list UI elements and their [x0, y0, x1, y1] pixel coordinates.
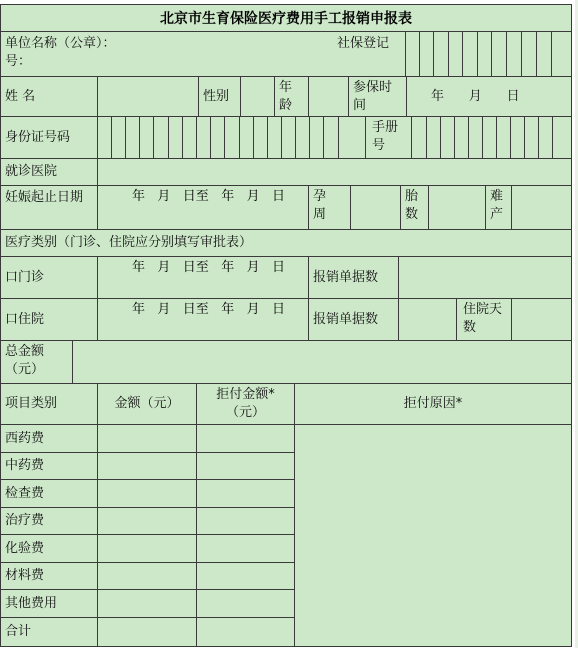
rejected-amount-header: 拒付金额*（元）	[196, 383, 295, 425]
id-digit[interactable]	[281, 116, 296, 159]
item-rejected-amount[interactable]	[196, 562, 295, 590]
gender-label: 性别	[198, 76, 241, 117]
id-number-label: 身份证号码	[0, 116, 98, 159]
social-reg-digit[interactable]	[405, 31, 420, 77]
handbook-digit[interactable]	[552, 116, 572, 159]
id-digit[interactable]	[125, 116, 140, 159]
item-label: 材料费	[0, 562, 98, 590]
social-reg-digit[interactable]	[521, 31, 537, 77]
social-reg-digit[interactable]	[433, 31, 449, 77]
id-digit[interactable]	[111, 116, 126, 159]
item-amount[interactable]	[97, 534, 197, 563]
fetus-count-label: 胎数	[400, 185, 429, 230]
id-digit[interactable]	[267, 116, 282, 159]
insured-time-field[interactable]: 年 月 日	[406, 76, 572, 117]
social-reg-digit[interactable]	[448, 31, 463, 77]
dystocia-label: 难产	[485, 185, 512, 230]
handbook-digit[interactable]	[538, 116, 553, 159]
form-title: 北京市生育保险医疗费用手工报销申报表	[0, 4, 572, 32]
outpatient-receipts-field[interactable]	[398, 256, 572, 299]
item-rejected-amount[interactable]	[196, 452, 295, 480]
item-amount[interactable]	[97, 507, 197, 535]
item-label: 化验费	[0, 534, 98, 563]
item-amount[interactable]	[97, 479, 197, 508]
item-label: 其他费用	[0, 589, 98, 618]
amount-header: 金额（元）	[97, 383, 197, 425]
hospital-days-label: 住院天数	[456, 298, 512, 341]
item-amount[interactable]	[97, 589, 197, 618]
medical-type-label: 医疗类别（门诊、住院应分别填写审批表）	[0, 229, 572, 257]
id-digit[interactable]	[139, 116, 154, 159]
handbook-digit[interactable]	[411, 116, 427, 159]
hospital-field[interactable]	[97, 158, 572, 186]
social-reg-digit[interactable]	[491, 31, 507, 77]
handbook-digit[interactable]	[426, 116, 441, 159]
id-digit[interactable]	[97, 116, 112, 159]
inpatient-receipts-label: 报销单据数	[308, 298, 399, 341]
inpatient-receipts-field[interactable]	[398, 298, 457, 341]
pregnancy-period-label: 妊娠起止日期	[0, 185, 98, 230]
handbook-digit[interactable]	[524, 116, 539, 159]
id-digit[interactable]	[210, 116, 225, 159]
name-field[interactable]	[97, 76, 199, 117]
item-label: 检查费	[0, 479, 98, 508]
id-digit[interactable]	[253, 116, 268, 159]
inpatient-date-range[interactable]: 年 月 日至 年 月 日	[97, 298, 309, 341]
item-rejected-amount[interactable]	[196, 507, 295, 535]
outpatient-date-range[interactable]: 年 月 日至 年 月 日	[97, 256, 309, 299]
hospital-days-field[interactable]	[511, 298, 572, 341]
insured-time-label: 参保时间	[348, 76, 407, 117]
item-label: 合计	[0, 617, 98, 647]
social-reg-digit[interactable]	[551, 31, 572, 77]
item-rejected-amount[interactable]	[196, 424, 295, 453]
gender-field[interactable]	[240, 76, 275, 117]
item-rejected-amount[interactable]	[196, 534, 295, 563]
social-reg-digit[interactable]	[536, 31, 552, 77]
item-category-header: 项目类别	[0, 383, 98, 425]
dystocia-field[interactable]	[511, 185, 572, 230]
rejection-reason-header: 拒付原因*	[294, 383, 572, 425]
social-reg-digit[interactable]	[477, 31, 492, 77]
handbook-digit[interactable]	[510, 116, 525, 159]
id-digit[interactable]	[168, 116, 183, 159]
total-amount-field[interactable]	[72, 340, 572, 384]
id-digit[interactable]	[295, 116, 310, 159]
age-label: 年龄	[274, 76, 309, 117]
item-amount[interactable]	[97, 617, 197, 647]
item-rejected-amount[interactable]	[196, 589, 295, 618]
rejection-reason-field[interactable]	[294, 424, 572, 647]
item-amount[interactable]	[97, 424, 197, 453]
id-digit[interactable]	[153, 116, 169, 159]
unit-name-cell	[0, 31, 406, 77]
handbook-no-label: 手册号	[365, 116, 412, 159]
hospital-label: 就诊医院	[0, 158, 98, 186]
social-reg-digit[interactable]	[419, 31, 434, 77]
handbook-digit[interactable]	[440, 116, 455, 159]
id-digit[interactable]	[239, 116, 254, 159]
outpatient-receipts-label: 报销单据数	[308, 256, 399, 299]
fetus-count-field[interactable]	[428, 185, 486, 230]
id-digit[interactable]	[309, 116, 324, 159]
item-rejected-amount[interactable]	[196, 479, 295, 508]
social-reg-digit[interactable]	[506, 31, 522, 77]
id-digit[interactable]	[224, 116, 240, 159]
social-reg-digit[interactable]	[462, 31, 478, 77]
item-rejected-amount[interactable]	[196, 617, 295, 647]
social-reg-label: 社保登记号：	[5, 36, 390, 69]
total-amount-label: 总金额（元）	[0, 340, 73, 384]
handbook-digit[interactable]	[496, 116, 511, 159]
item-amount[interactable]	[97, 452, 197, 480]
gestation-weeks-label: 孕周	[308, 185, 351, 230]
id-digit[interactable]	[196, 116, 211, 159]
handbook-digit[interactable]	[454, 116, 469, 159]
id-digit[interactable]	[323, 116, 339, 159]
name-label: 姓 名	[0, 76, 98, 117]
inpatient-checkbox[interactable]: 口住院	[0, 298, 98, 341]
gestation-weeks-field[interactable]	[350, 185, 401, 230]
item-label: 治疗费	[0, 507, 98, 535]
handbook-digit[interactable]	[468, 116, 483, 159]
outpatient-checkbox[interactable]: 口门诊	[0, 256, 98, 299]
unit-name-label: 单位名称（公章）：	[5, 36, 116, 51]
pregnancy-date-range[interactable]: 年 月 日至 年 月 日	[97, 185, 309, 230]
item-label: 中药费	[0, 452, 98, 480]
age-field[interactable]	[308, 76, 349, 117]
id-digit[interactable]	[182, 116, 197, 159]
handbook-digit[interactable]	[482, 116, 497, 159]
item-label: 西药费	[0, 424, 98, 453]
item-amount[interactable]	[97, 562, 197, 590]
id-digit[interactable]	[338, 116, 366, 159]
